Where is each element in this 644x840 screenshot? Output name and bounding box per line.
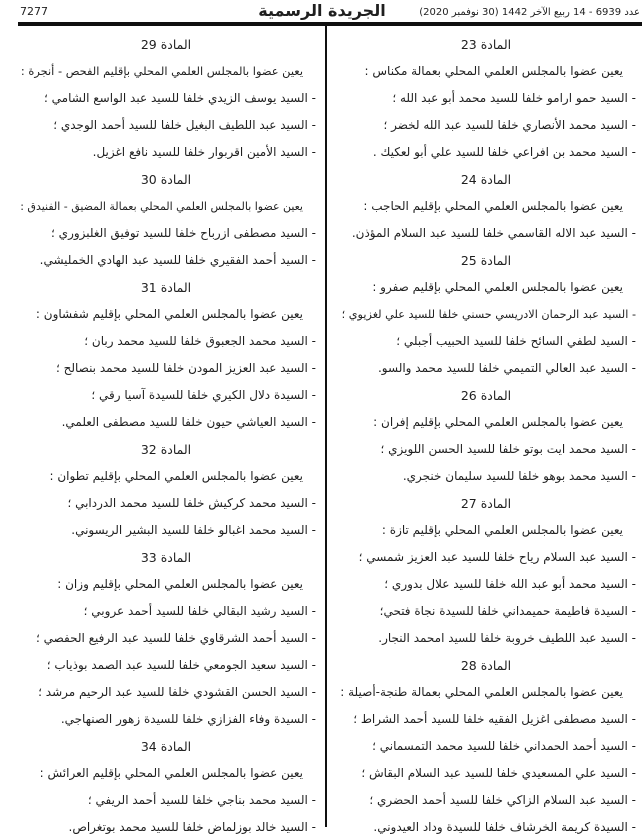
article-section bbox=[16, 733, 316, 840]
article-title: المادة 30 bbox=[140, 172, 192, 187]
appointment-line: - السيد عبد الرحمان الادريسي حسني خلفا للسيد علي لغزيوي ؛ bbox=[341, 308, 636, 321]
appointment-line: - السيد يوسف الزيدي خلفا للسيد عبد الواسع الشامي ؛ bbox=[44, 91, 316, 105]
article-items bbox=[336, 436, 636, 490]
article-items bbox=[16, 490, 316, 544]
article-items bbox=[336, 220, 636, 247]
article-intro: يعين عضوا بالمجلس العلمي المحلي بإقليم تطوان : bbox=[49, 469, 303, 483]
article-section bbox=[336, 382, 636, 490]
article-title: المادة 29 bbox=[140, 37, 192, 52]
appointment-line: - السيد عبد العالي التميمي خلفا للسيد محمد والسو. bbox=[377, 361, 636, 375]
article-title: المادة 26 bbox=[460, 388, 512, 403]
appointment-line: - السيد الأمين اقربوار خلفا للسيد نافع اغزيل. bbox=[92, 145, 316, 159]
appointment-line: - السيد خالد بوزلماض خلفا للسيد محمد بوتغراص. bbox=[68, 820, 316, 834]
appointment-line: - السيدة دلال الكيري خلفا للسيدة آسيا رقي ؛ bbox=[91, 388, 316, 402]
article-intro: يعين عضوا بالمجلس العلمي المحلي بعمالة مكناس : bbox=[364, 64, 623, 78]
appointment-line: - السيد علي المسعيدي خلفا للسيد عبد السلام البقاش ؛ bbox=[361, 766, 636, 780]
appointment-line: - السيد عبد اللطيف البغيل خلفا للسيد أحمد الوجدي ؛ bbox=[53, 118, 316, 132]
article-items bbox=[336, 706, 636, 840]
article-items bbox=[16, 787, 316, 840]
article-items bbox=[16, 85, 316, 166]
issue-info: عدد 6939 - 14 ربيع الآخر 1442 (30 نوفمبر 2020) bbox=[419, 7, 640, 18]
article-items bbox=[336, 301, 636, 382]
article-title: المادة 33 bbox=[140, 550, 192, 565]
appointment-line: - السيد رشيد البقالي خلفا للسيد أحمد عروبي ؛ bbox=[83, 604, 316, 618]
article-title: المادة 28 bbox=[460, 658, 512, 673]
article-intro: يعين عضوا بالمجلس العلمي المحلي بإقليم تازة : bbox=[381, 523, 623, 537]
appointment-line: - السيد محمد بن افراعي خلفا للسيد علي أبو لعكيك . bbox=[372, 145, 636, 159]
article-section bbox=[336, 166, 636, 247]
article-section bbox=[16, 166, 316, 274]
appointment-line: - السيدة فاطيمة حميمداني خلفا للسيدة نجاة فتحي؛ bbox=[379, 604, 636, 618]
appointment-line: - السيد عبد الاله القاسمي خلفا للسيد عبد السلام المؤذن. bbox=[351, 226, 636, 240]
page-number: 7277 bbox=[20, 5, 48, 18]
article-intro: يعين عضوا بالمجلس العلمي المحلي بإقليم الحاجب : bbox=[363, 199, 623, 213]
article-intro: يعين عضوا بالمجلس العلمي المحلي بإقليم وزان : bbox=[57, 577, 303, 591]
article-section bbox=[16, 31, 316, 166]
article-title: المادة 25 bbox=[460, 253, 512, 268]
article-section bbox=[16, 274, 316, 436]
appointment-line: - السيد محمد بناجي خلفا للسيد أحمد الريفي ؛ bbox=[87, 793, 316, 807]
article-items bbox=[16, 328, 316, 436]
article-title: المادة 27 bbox=[460, 496, 512, 511]
appointment-line: - السيد أحمد الشرقاوي خلفا للسيد عبد الرفيع الحفصي ؛ bbox=[36, 631, 316, 645]
article-section bbox=[16, 544, 316, 733]
appointment-line: - السيد محمد الأنصاري خلفا للسيد عبد الله لخضر ؛ bbox=[383, 118, 636, 132]
appointment-line: - السيد محمد الجعبوق خلفا للسيد محمد ربان ؛ bbox=[84, 334, 316, 348]
article-section bbox=[16, 436, 316, 544]
article-intro: يعين عضوا بالمجلس العلمي المحلي بإقليم الفحص - أنجرة : bbox=[20, 64, 303, 78]
article-intro: يعين عضوا بالمجلس العلمي المحلي بإقليم صفرو : bbox=[372, 280, 623, 294]
appointment-line: - السيد محمد اغبالو خلفا للسيد البشير الريسوني. bbox=[71, 523, 316, 537]
article-title: المادة 23 bbox=[460, 37, 512, 52]
right-column bbox=[336, 31, 636, 840]
appointment-line: - السيد محمد أبو عبد الله خلفا للسيد علال بدوري ؛ bbox=[384, 577, 636, 591]
article-intro: يعين عضوا بالمجلس العلمي المحلي بإقليم إفران : bbox=[373, 415, 623, 429]
appointment-line: - السيد عبد السلام الزاكي خلفا للسيد أحمد الحضري ؛ bbox=[369, 793, 636, 807]
appointment-line: - السيد مصطفى اغزيل الفقيه خلفا للسيد أحمد الشراط ؛ bbox=[353, 712, 636, 726]
left-column bbox=[16, 31, 316, 840]
appointment-line: - السيد مصطفى ازرباح خلفا للسيد توفيق الغلبزوري ؛ bbox=[51, 226, 316, 240]
appointment-line: - السيد عبد السلام رياح خلفا للسيد عبد العزيز شمسي ؛ bbox=[358, 550, 636, 564]
appointment-line: - السيد محمد ايت بوتو خلفا للسيد الحسن اللويزي ؛ bbox=[380, 442, 636, 456]
article-title: المادة 32 bbox=[140, 442, 192, 457]
appointment-line: - السيد العياشي حيون خلفا للسيد مصطفى العلمي. bbox=[61, 415, 316, 429]
appointment-line: - السيدة كريمة الخرشاف خلفا للسيدة وداد العيدوني. bbox=[373, 820, 636, 834]
appointment-line: - السيد عبد اللطيف خروبة خلفا للسيد امحمد النجار. bbox=[378, 631, 636, 645]
article-section bbox=[336, 31, 636, 166]
appointment-line: - السيد محمد كركيش خلفا للسيد محمد الدردابي ؛ bbox=[67, 496, 316, 510]
article-intro: يعين عضوا بالمجلس العلمي المحلي بعمالة طنجة-أصيلة : bbox=[340, 685, 623, 699]
appointment-line: - السيد سعيد الجومعي خلفا للسيد عبد الصمد بوذياب ؛ bbox=[46, 658, 316, 672]
appointment-line: - السيد عبد العزيز المودن خلفا للسيد محمد بنصالح ؛ bbox=[55, 361, 316, 375]
appointment-line: - السيد حمو ارامو خلفا للسيد محمد أبو عبد الله ؛ bbox=[392, 91, 636, 105]
appointment-line: - السيد أحمد الفقيري خلفا للسيد عبد الهادي الخمليشي. bbox=[39, 253, 316, 267]
article-intro: يعين عضوا بالمجلس العلمي المحلي بإقليم العرائش : bbox=[39, 766, 303, 780]
appointment-line: - السيد أحمد الحمداني خلفا للسيد محمد التمسماني ؛ bbox=[372, 739, 636, 753]
article-intro: يعين عضوا بالمجلس العلمي المحلي بعمالة المضيق - الفنيدق : bbox=[20, 200, 303, 213]
article-intro: يعين عضوا بالمجلس العلمي المحلي بإقليم شفشاون : bbox=[35, 307, 303, 321]
article-items bbox=[336, 85, 636, 166]
column-divider bbox=[325, 26, 327, 827]
article-section bbox=[336, 247, 636, 382]
appointment-line: - السيد الحسن القشودي خلفا للسيد عبد الرحيم مرشد ؛ bbox=[38, 685, 316, 699]
appointment-line: - السيد محمد بوهو خلفا للسيد سليمان خنجري. bbox=[402, 469, 636, 483]
article-section bbox=[336, 490, 636, 652]
appointment-line: - السيدة وفاء الفزازي خلفا للسيدة زهور الصنهاجي. bbox=[60, 712, 316, 726]
journal-title: الجريدة الرسمية bbox=[258, 1, 386, 20]
article-items bbox=[16, 220, 316, 274]
article-items bbox=[16, 598, 316, 733]
article-title: المادة 31 bbox=[140, 280, 192, 295]
article-title: المادة 34 bbox=[140, 739, 192, 754]
article-section bbox=[336, 652, 636, 840]
article-title: المادة 24 bbox=[460, 172, 512, 187]
article-items bbox=[336, 544, 636, 652]
appointment-line: - السيد لطفي السائح خلفا للسيد الحبيب أجبلي ؛ bbox=[396, 334, 636, 348]
header-rule bbox=[18, 22, 642, 26]
